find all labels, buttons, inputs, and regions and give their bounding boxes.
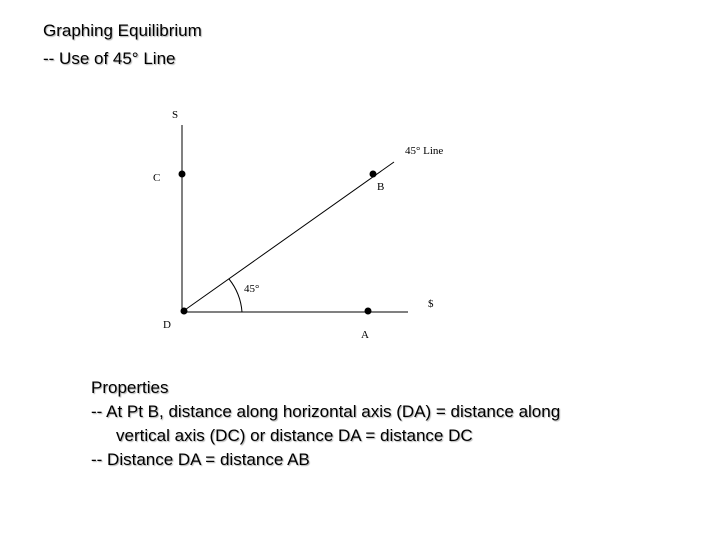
page-title: Graphing Equilibrium xyxy=(43,21,202,40)
property-2: -- Distance DA = distance AB xyxy=(91,450,310,469)
y-axis-label: S xyxy=(172,109,179,121)
line-label: 45° Line xyxy=(405,145,444,157)
property-1-line-1: -- At Pt B, distance along horizontal axis (DA) = distance along xyxy=(91,402,561,421)
point-b-label: B xyxy=(377,181,385,193)
page-subtitle: -- Use of 45° Line xyxy=(43,49,176,68)
point-c xyxy=(179,171,186,178)
angle-label: 45° xyxy=(244,283,260,295)
angle-arc xyxy=(229,279,242,312)
x-axis-label: $ xyxy=(428,298,434,310)
point-d-label: D xyxy=(163,319,171,331)
point-d xyxy=(181,308,188,315)
forty-five-degree-line xyxy=(182,162,394,312)
properties-block xyxy=(91,376,560,472)
point-b xyxy=(370,171,377,178)
point-a xyxy=(365,308,372,315)
point-a-label: A xyxy=(361,329,369,341)
property-1-line-2: vertical axis (DC) or distance DA = distance DC xyxy=(116,426,473,445)
properties-heading: Properties xyxy=(91,378,169,397)
point-c-label: C xyxy=(153,172,161,184)
